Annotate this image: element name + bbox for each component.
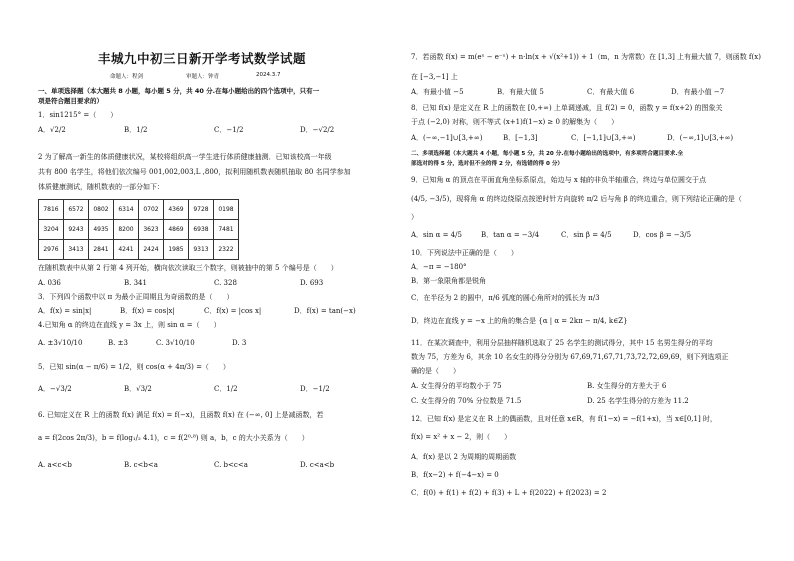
date-line: 2024.3.7 bbox=[256, 72, 281, 78]
q11-option-b: B. 女生得分的方差大于 6 bbox=[587, 382, 667, 390]
q9-option-a: A．sin α = 4/5 bbox=[411, 231, 462, 239]
q11-stem-3: 确的是（ ） bbox=[411, 367, 460, 375]
table-cell: 4869 bbox=[164, 220, 189, 240]
q7-option-d: D．有最小值 −7 bbox=[671, 88, 725, 96]
table-cell: 6314 bbox=[114, 200, 139, 220]
table-row bbox=[39, 240, 239, 260]
table-cell: 2841 bbox=[89, 240, 114, 260]
table-cell: 7816 bbox=[39, 200, 64, 220]
q1-option-b: B．1/2 bbox=[124, 126, 148, 134]
table-cell: 6938 bbox=[189, 220, 214, 240]
q2-option-d: D. 693 bbox=[300, 279, 324, 287]
table-cell: 0702 bbox=[139, 200, 164, 220]
table-cell: 0802 bbox=[89, 200, 114, 220]
q7-option-a: A．有最小值 −5 bbox=[411, 88, 464, 96]
q2-stem-1: 2 为了解高一新生的体质健康状况，某校将组织高一学生进行体质健康抽测．已知该校高一年级 bbox=[38, 153, 332, 161]
q5-option-a: A．−√3/2 bbox=[38, 385, 72, 393]
q9-option-b: B．tan α = −3/4 bbox=[481, 231, 540, 239]
table-row bbox=[39, 200, 239, 220]
q5-option-c: C．1/2 bbox=[214, 385, 238, 393]
q5-stem: 5．已知 sin(α − π/6) = 1/2，则 cos(α + 4π/3) =（ ） bbox=[38, 363, 230, 371]
q2-stem-2: 共有 800 名学生，将他们依次编号 001,002,003,L ,800，拟利用随机数表随机抽取 80 名同学参加 bbox=[38, 168, 351, 176]
q4-stem: 4.已知角 α 的终边在直线 y = 3x 上，则 sin α =（ ） bbox=[38, 321, 221, 329]
q6-option-b: B. c<b<a bbox=[124, 461, 158, 469]
q3-stem: 3．下列四个函数中以 π 为最小正周期且为奇函数的是（ ） bbox=[38, 293, 234, 301]
q2-option-a: A. 036 bbox=[38, 279, 61, 287]
q12-option-b: B．f(x−2) + f(−4−x) = 0 bbox=[411, 471, 499, 479]
q6-option-c: C. b<c<a bbox=[214, 461, 248, 469]
table-row bbox=[39, 220, 239, 240]
table-cell: 9313 bbox=[189, 240, 214, 260]
q1-option-c: C．−1/2 bbox=[214, 126, 244, 134]
q3-option-b: B．f(x) = cos|x| bbox=[120, 307, 175, 315]
table-cell: 7481 bbox=[214, 220, 239, 240]
q8-option-c: C．[−1,1]∪[3,+∞) bbox=[571, 134, 636, 142]
q10-option-b: B．第一象限角都是锐角 bbox=[411, 277, 487, 285]
q6-stem-1: 6. 已知定义在 R 上的函数 f(x) 满足 f(x) = f(−x)，且函数 f(x) 在 (−∞, 0] 上是减函数，若 bbox=[38, 411, 324, 419]
q4-option-d: D. 3 bbox=[232, 339, 247, 347]
table-cell: 0198 bbox=[214, 200, 239, 220]
table-cell: 9728 bbox=[189, 200, 214, 220]
q8-option-b: B．[−1,3] bbox=[503, 134, 538, 142]
q4-option-a: A. ±3√10/10 bbox=[38, 339, 83, 347]
q5-option-d: D．−1/2 bbox=[300, 385, 330, 393]
q10-option-c: C．在半径为 2 的圆中，π/6 弧度的圆心角所对的弧长为 π/3 bbox=[411, 294, 600, 302]
q8-option-a: A．(−∞,−1]∪[3,+∞) bbox=[411, 134, 483, 142]
q2-option-b: B. 341 bbox=[124, 279, 147, 287]
q8-stem-2: 于点 (−2,0) 对称，则不等式 (x+1)f(1−x) ≥ 0 的解集为（ ） bbox=[411, 118, 619, 126]
q11-stem-1: 11．在某次调查中，利用分层抽样随机选取了 25 名学生的测试得分，其中 15 名男生得分的平均 bbox=[411, 339, 713, 347]
q1-option-d: D．−√2/2 bbox=[300, 126, 335, 134]
q8-stem-1: 8．已知 f(x) 是定义在 R 上的函数在 [0,+∞) 上单调递减，且 f(2) = 0，函数 y = f(x+2) 的图象关 bbox=[411, 104, 723, 112]
q11-option-d: D. 25 名学生得分的方差为 11.2 bbox=[587, 397, 689, 405]
q12-stem-2: f(x) = x² + x − 2，则（ ） bbox=[411, 433, 512, 441]
q11-option-c: C. 女生得分的 70% 分位数是 71.5 bbox=[411, 397, 522, 405]
q10-option-d: D．终边在直线 y = −x 上的角的集合是 {α | α = 2kπ − π/4, k∈Z} bbox=[411, 317, 628, 325]
table-cell: 2322 bbox=[214, 240, 239, 260]
q6-option-a: A. a<c<b bbox=[38, 461, 72, 469]
q9-stem-2: (4/5, −3/5)，现将角 α 的终边绕原点按逆时针方向旋转 π/2 后与角 β 的终边重合，则下列结论正确的是（ bbox=[411, 195, 742, 203]
table-cell: 1985 bbox=[164, 240, 189, 260]
section-2-heading: 二、多项选择题（本大题共 4 小题，每小题 5 分，共 20 分.在每小题给出的选项中，有多项符合题目要求.全 bbox=[411, 151, 684, 157]
q9-option-d: D．cos β = −3/5 bbox=[633, 231, 692, 239]
q11-stem-2: 数为 75，方差为 6，其余 10 名女生的得分分别为 67,69,71,67,71,73,72,72,69,69，则下列选项正 bbox=[411, 353, 729, 361]
q9-stem-3: ） bbox=[411, 213, 418, 221]
q12-option-a: A．f(x) 是以 2 为周期的周期函数 bbox=[411, 453, 517, 461]
table-cell: 9243 bbox=[64, 220, 89, 240]
q3-option-c: C．f(x) = |cos x| bbox=[204, 307, 262, 315]
author-line: 命题人：程剑 bbox=[110, 74, 144, 80]
q12-option-c: C．f(0) + f(1) + f(2) + f(3) + L + f(2022) + f(2023) = 2 bbox=[411, 489, 607, 497]
table-cell: 6572 bbox=[64, 200, 89, 220]
q7-stem-1: 7．若函数 f(x) = m(eˣ − e⁻ˣ) + n·ln(x + √(x²+1)) + 1（m，n 为常数）在 [1,3] 上有最大值 7，则函数 f(x) bbox=[411, 53, 761, 61]
q2-stem-3: 体质健康测试，随机数表的一部分如下： bbox=[38, 183, 164, 191]
q7-stem-2: 在 [−3,−1] 上 bbox=[411, 73, 458, 81]
q3-option-d: D．f(x) = tan(−x) bbox=[294, 307, 356, 315]
q12-stem-1: 12．已知 f(x) 是定义在 R 上的偶函数，且对任意 x∈R，有 f(1−x) = −f(1+x)，当 x∈[0,1] 时， bbox=[411, 415, 717, 423]
q4-option-b: B. ±3 bbox=[108, 339, 128, 347]
q11-option-a: A. 女生得分的平均数小于 75 bbox=[411, 382, 502, 390]
q10-option-a: A．−π = −180° bbox=[411, 263, 467, 271]
q4-option-c: C. 3√10/10 bbox=[156, 339, 195, 347]
q2-stem-4: 在随机数表中从第 2 行第 4 列开始，横向依次读取三个数字，则被抽中的第 5 个编号是（ ） bbox=[38, 264, 338, 272]
random-number-table bbox=[38, 199, 239, 260]
page-title: 丰城九中初三日新开学考试数学试题 bbox=[98, 51, 307, 66]
q1-option-a: A．√2/2 bbox=[38, 126, 66, 134]
table-cell: 3623 bbox=[139, 220, 164, 240]
table-cell: 3204 bbox=[39, 220, 64, 240]
table-cell: 2424 bbox=[139, 240, 164, 260]
q8-option-d: D．(−∞,1]∪[3,+∞) bbox=[667, 134, 734, 142]
q6-option-d: D. c<a<b bbox=[300, 461, 335, 469]
q3-option-a: A．f(x) = sin|x| bbox=[38, 307, 92, 315]
q2-option-c: C. 328 bbox=[214, 279, 237, 287]
q7-option-c: C．有最大值 6 bbox=[587, 88, 635, 96]
section-1-heading-cont: 项是符合题目要求的） bbox=[38, 97, 103, 105]
table-cell: 3413 bbox=[64, 240, 89, 260]
table-cell: 4369 bbox=[164, 200, 189, 220]
q6-stem-2: a = f(2cos 2π/3)，b = f(log₁/₂ 4.1)，c = f(2⁰·⁸) 则 a，b，c 的大小关系为（ ） bbox=[38, 434, 309, 442]
q7-option-b: B．有最大值 5 bbox=[497, 88, 544, 96]
reviewer-line: 审题人：钟青 bbox=[186, 74, 220, 80]
q10-stem: 10．下列说法中正确的是（ ） bbox=[411, 249, 518, 257]
section-2-heading-cont: 部选对的得 5 分，选对但不全的得 2 分，有选错的得 0 分） bbox=[411, 161, 564, 167]
table-cell: 4241 bbox=[114, 240, 139, 260]
table-cell: 8200 bbox=[114, 220, 139, 240]
q5-option-b: B．√3/2 bbox=[124, 385, 152, 393]
q9-option-c: C．sin β = 4/5 bbox=[561, 231, 612, 239]
table-cell: 4935 bbox=[89, 220, 114, 240]
q1-stem: 1．sin1215° =（ ） bbox=[38, 111, 118, 119]
table-cell: 2976 bbox=[39, 240, 64, 260]
q9-stem-1: 9．已知角 α 的顶点在平面直角坐标系原点，始边与 x 轴的非负半轴重合，终边与单位圆交于点 bbox=[411, 176, 707, 184]
section-1-heading: 一、单项选择题（本大题共 8 小题，每小题 5 分，共 40 分.在每小题给出的四个选项中，只有一 bbox=[38, 87, 320, 95]
